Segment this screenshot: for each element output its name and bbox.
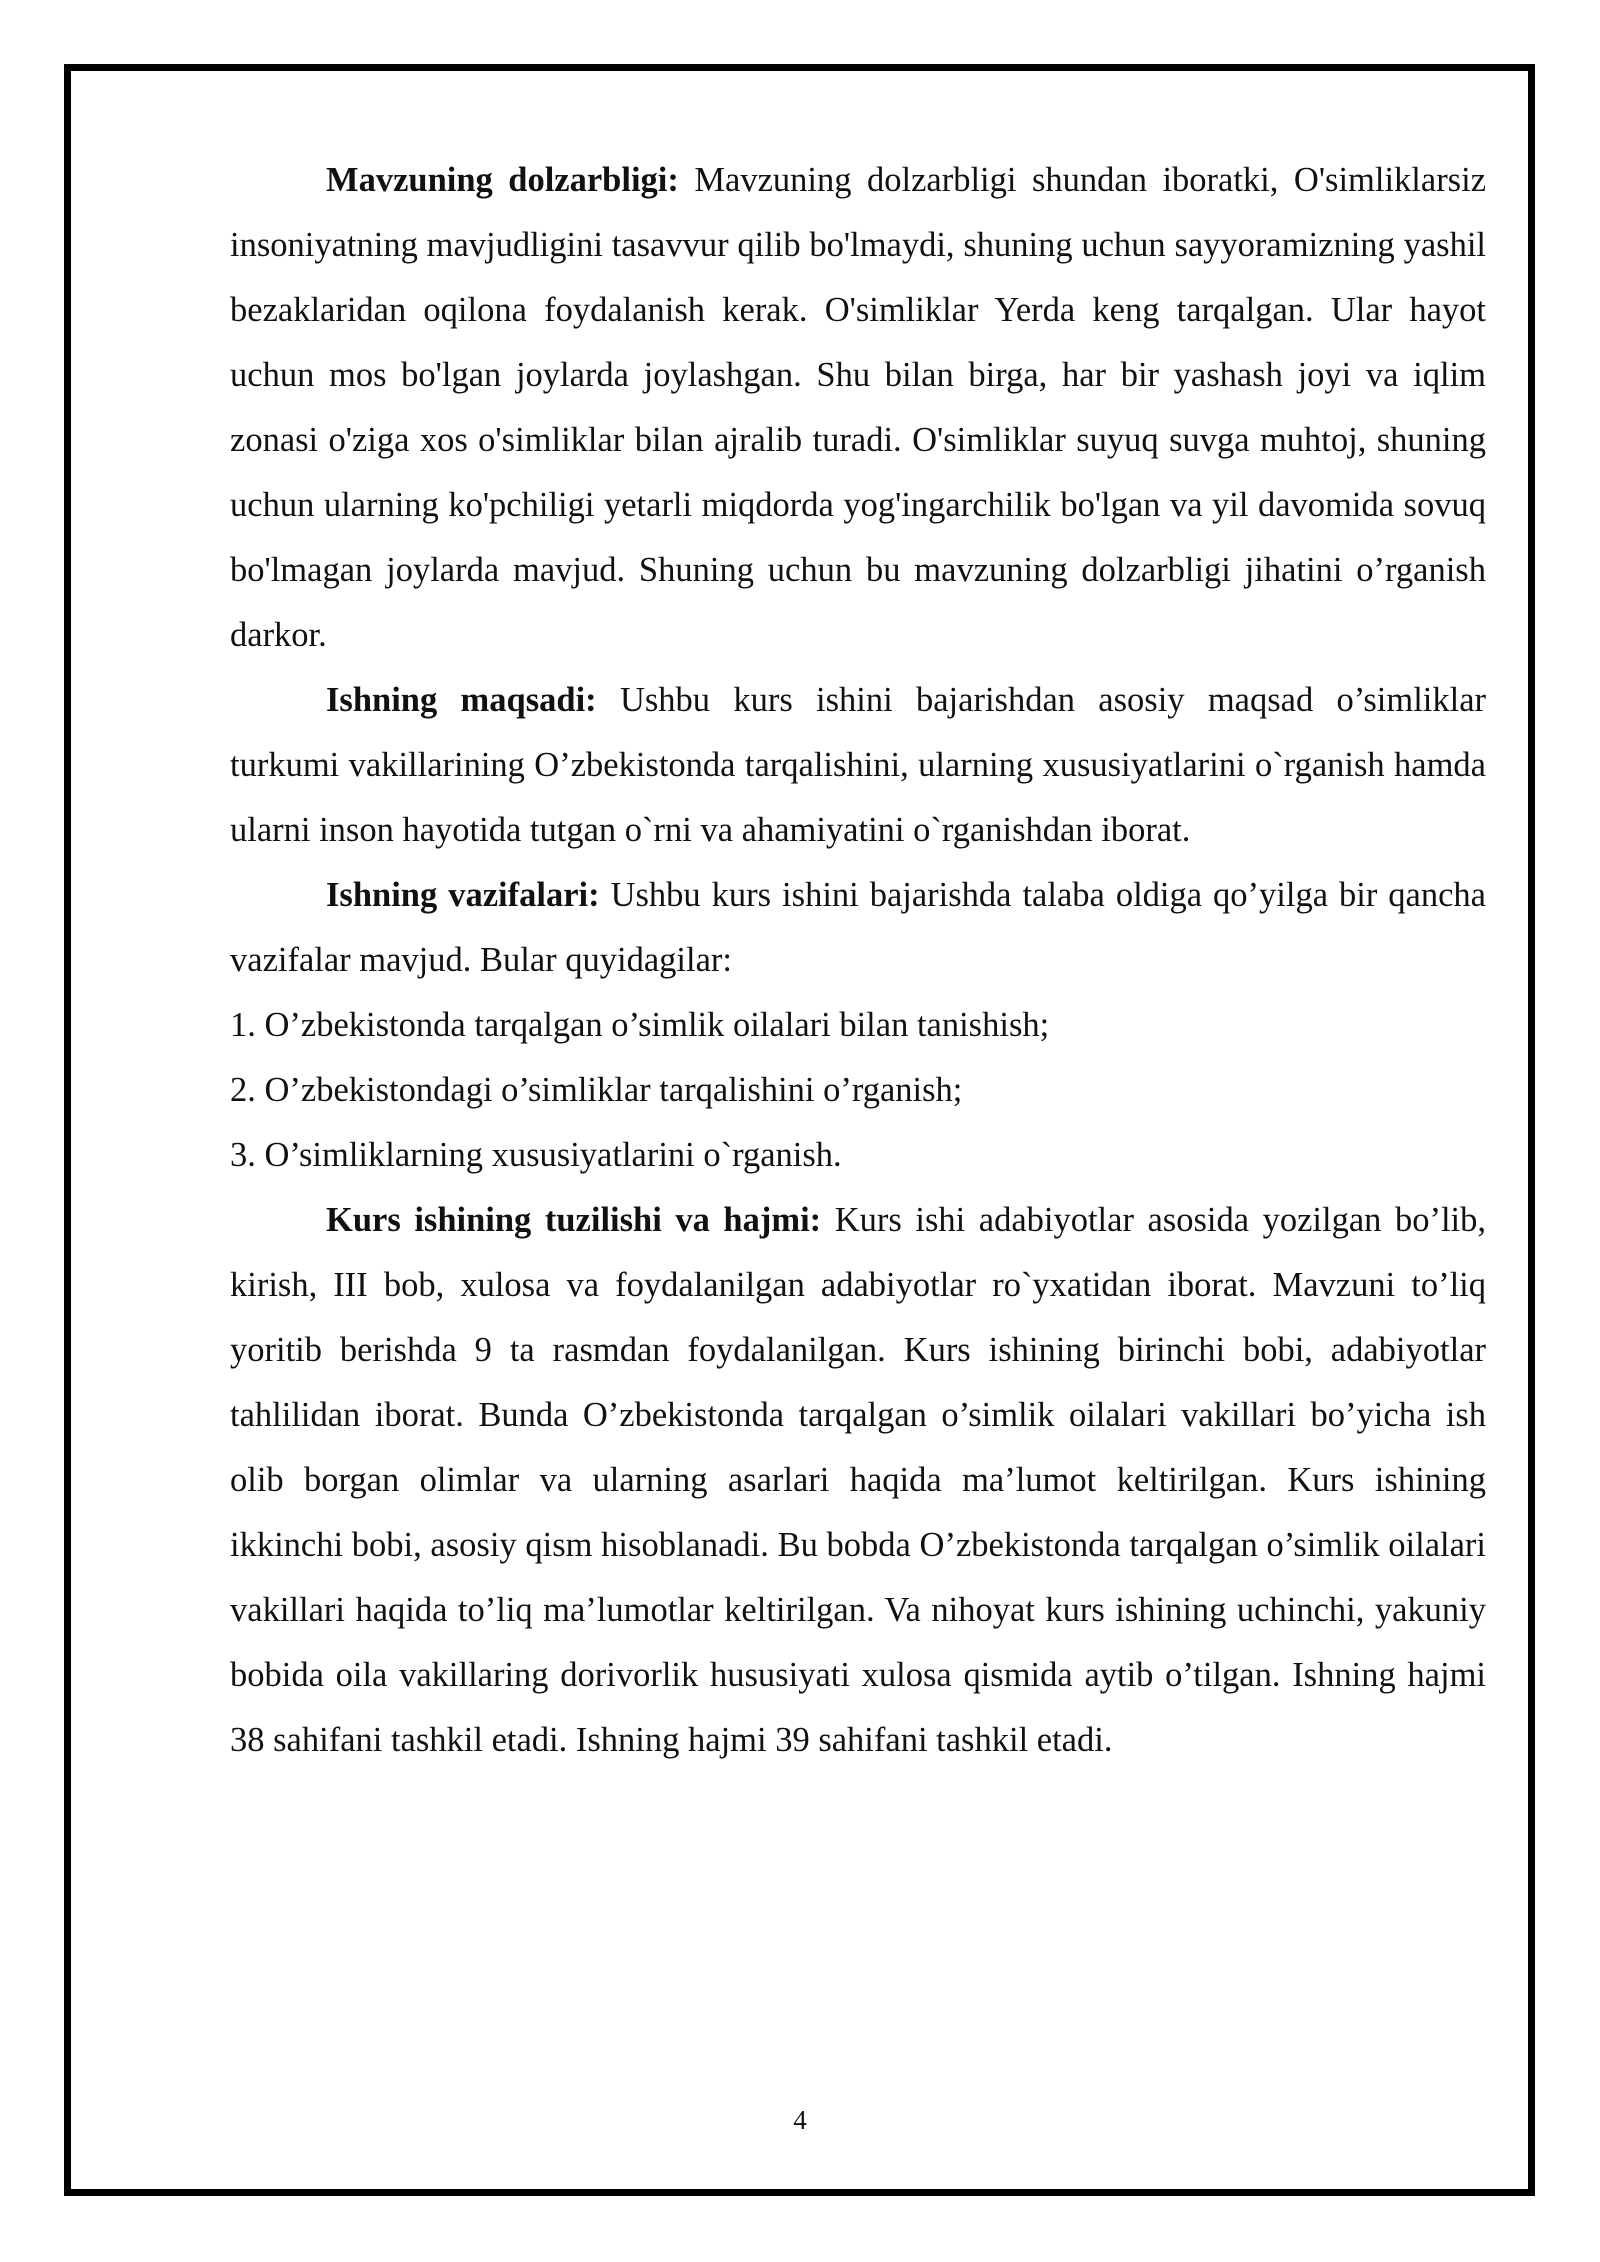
goal-text: Ushbu kurs ishini bajarishdan asosiy maqsad o’simliklar turkumi vakillarining O’zbekistonda tarqalishini, ularning xususiyatlarini o`rganish hamda ularni inson hayotida tutgan o`rni va ahamiyatini o`rganishdan iborat. bbox=[230, 681, 1487, 849]
task-item-2: 2. O’zbekistondagi o’simliklar tarqalishini o’rganish; bbox=[230, 1071, 963, 1109]
document-body bbox=[230, 148, 1486, 1773]
page-number: 4 bbox=[793, 2105, 807, 2135]
relevance-paragraph bbox=[230, 148, 1486, 668]
relevance-text: Mavzuning dolzarbligi shundan iboratki, O'simliklarsiz insoniyatning mavjudligini tasavvur qilib bo'lmaydi, shuning uchun sayyoramizning yashil bezaklaridan oqilona foydalanish kerak. O'simliklar Yerda keng tarqalgan. Ular hayot uchun mos bo'lgan joylarda joylashgan. Shu bilan birga, har bir yashash joyi va iqlim zonasi o'ziga xos o'simliklar bilan ajralib turadi. O'simliklar suyuq suvga muhtoj, shuning uchun ularning ko'pchiligi yetarli miqdorda yog'ingarchilik bo'lgan va yil davomida sovuq bo'lmagan joylarda mavjud. Shuning uchun bu mavzuning dolzarbligi jihatini o’rganish darkor. bbox=[230, 161, 1487, 654]
structure-paragraph bbox=[230, 1188, 1486, 1773]
goal-paragraph bbox=[230, 668, 1486, 863]
relevance-heading: Mavzuning dolzarbligi: bbox=[326, 161, 679, 199]
structure-heading: Kurs ishining tuzilishi va hajmi: bbox=[326, 1201, 822, 1239]
task-item-3: 3. O’simliklarning xususiyatlarini o`rganish. bbox=[230, 1136, 842, 1174]
structure-text: Kurs ishi adabiyotlar asosida yozilgan bo’lib, kirish, III bob, xulosa va foydalanilgan adabiyotlar ro`yxatidan iborat. Mavzuni to’liq yoritib berishda 9 ta rasmdan foydalanilgan. Kurs ishining birinchi bobi, adabiyotlar tahlilidan iborat. Bunda O’zbekistonda tarqalgan o’simlik oilalari vakillari bo’yicha ish olib borgan olimlar va ularning asarlari haqida ma’lumot keltirilgan. Kurs ishining ikkinchi bobi, asosiy qism hisoblanadi. Bu bobda O’zbekistonda tarqalgan o’simlik oilalari vakillari haqida to’liq ma’lumotlar keltirilgan. Va nihoyat kurs ishining uchinchi, yakuniy bobida oila vakillaring dorivorlik hususiyati xulosa qismida aytib o’tilgan. Ishning hajmi 38 sahifani tashkil etadi. Ishning hajmi 39 sahifani tashkil etadi. bbox=[230, 1201, 1486, 1759]
goal-heading: Ishning maqsadi: bbox=[326, 681, 597, 719]
tasks-text: Ushbu kurs ishini bajarishda talaba oldiga qo’yilga bir qancha vazifalar mavjud. Bular quyidagilar: bbox=[230, 876, 1486, 979]
tasks-heading: Ishning vazifalari: bbox=[326, 876, 600, 914]
task-item-1: 1. O’zbekistonda tarqalgan o’simlik oilalari bilan tanishish; bbox=[230, 1006, 1050, 1044]
tasks-paragraph bbox=[230, 863, 1486, 993]
